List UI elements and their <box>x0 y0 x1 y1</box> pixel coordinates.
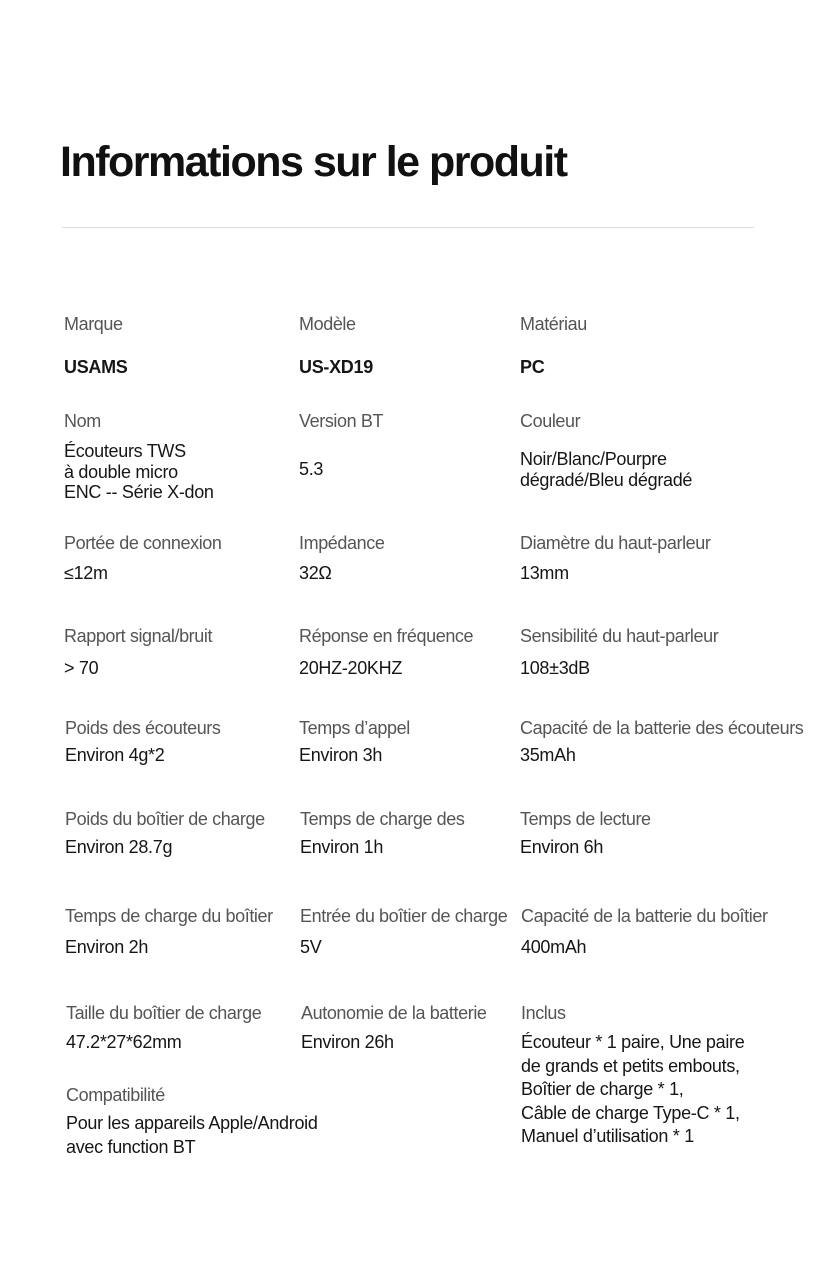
spec-label-temps-charge-boitier: Temps de charge du boîtier <box>65 906 273 926</box>
spec-label-poids-ecouteurs: Poids des écouteurs <box>65 718 221 738</box>
spec-value-sensibilite: 108±3dB <box>520 658 590 678</box>
spec-label-marque: Marque <box>64 314 123 334</box>
spec-label-diametre: Diamètre du haut-parleur <box>520 533 711 553</box>
page-title: Informations sur le produit <box>60 138 567 186</box>
spec-value-version-bt: 5.3 <box>299 459 324 479</box>
spec-label-rapport: Rapport signal/bruit <box>64 626 213 646</box>
spec-label-couleur: Couleur <box>520 411 581 431</box>
spec-value-compatibilite: Pour les appareils Apple/Android avec function BT <box>66 1113 318 1157</box>
spec-value-autonomie: Environ 26h <box>301 1032 394 1052</box>
spec-label-compatibilite: Compatibilité <box>66 1085 165 1105</box>
spec-label-impedance: Impédance <box>299 533 385 553</box>
spec-value-taille-boitier: 47.2*27*62mm <box>66 1032 182 1052</box>
spec-value-portee: ≤12m <box>64 563 108 583</box>
spec-label-autonomie: Autonomie de la batterie <box>301 1003 487 1023</box>
title-divider <box>62 227 754 228</box>
spec-value-materiau: PC <box>520 357 545 377</box>
spec-value-nom: Écouteurs TWS à double micro ENC -- Série X-don <box>64 441 214 503</box>
spec-value-capacite-ecouteurs: 35mAh <box>520 745 576 765</box>
spec-label-portee: Portée de connexion <box>64 533 222 553</box>
spec-label-capacite-ecouteurs: Capacité de la batterie des écouteurs <box>520 718 804 738</box>
spec-value-poids-boitier: Environ 28.7g <box>65 837 173 857</box>
spec-label-entree-boitier: Entrée du boîtier de charge <box>300 906 508 926</box>
spec-value-marque: USAMS <box>64 357 128 377</box>
spec-value-poids-ecouteurs: Environ 4g*2 <box>65 745 165 765</box>
spec-label-materiau: Matériau <box>520 314 587 334</box>
spec-label-poids-boitier: Poids du boîtier de charge <box>65 809 265 829</box>
spec-value-temps-appel: Environ 3h <box>299 745 383 765</box>
spec-label-modele: Modèle <box>299 314 356 334</box>
spec-label-nom: Nom <box>64 411 101 431</box>
spec-label-temps-lecture: Temps de lecture <box>520 809 651 829</box>
spec-value-temps-charge-ecouteurs: Environ 1h <box>300 837 384 857</box>
spec-value-temps-lecture: Environ 6h <box>520 837 604 857</box>
spec-value-rapport: > 70 <box>64 658 99 678</box>
spec-label-capacite-boitier: Capacité de la batterie du boîtier <box>521 906 768 926</box>
spec-value-inclus: Écouteur * 1 paire, Une paire de grands et petits embouts, Boîtier de charge * 1, Câble de charge Type-C * 1, Manuel d’utilisation * 1 <box>521 1032 745 1146</box>
spec-label-reponse: Réponse en fréquence <box>299 626 474 646</box>
spec-label-inclus: Inclus <box>521 1003 566 1023</box>
spec-value-temps-charge-boitier: Environ 2h <box>65 937 149 957</box>
spec-value-entree-boitier: 5V <box>300 937 322 957</box>
spec-label-sensibilite: Sensibilité du haut-parleur <box>520 626 719 646</box>
spec-label-taille-boitier: Taille du boîtier de charge <box>66 1003 262 1023</box>
spec-label-version-bt: Version BT <box>299 411 384 431</box>
spec-value-reponse: 20HZ-20KHZ <box>299 658 403 678</box>
spec-value-modele: US-XD19 <box>299 357 373 377</box>
spec-value-diametre: 13mm <box>520 563 569 583</box>
spec-label-temps-charge-ecouteurs: Temps de charge des <box>300 809 465 829</box>
spec-value-couleur: Noir/Blanc/Pourpre dégradé/Bleu dégradé <box>520 449 693 490</box>
spec-value-impedance: 32Ω <box>299 563 332 583</box>
spec-label-temps-appel: Temps d’appel <box>299 718 410 738</box>
spec-value-capacite-boitier: 400mAh <box>521 937 587 957</box>
